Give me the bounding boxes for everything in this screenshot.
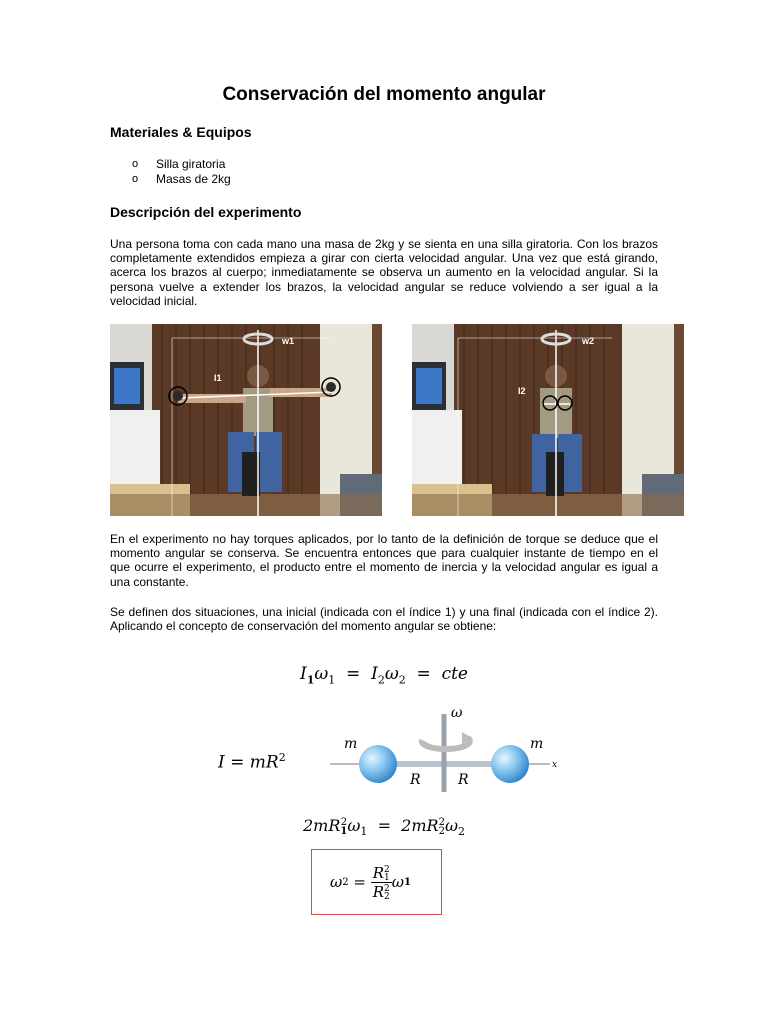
list-item: o Masas de 2kg (132, 172, 231, 186)
omega-label-1: w1 (282, 336, 295, 346)
expanded-equation: 2mR 2 1 $\omega_1 = 2mR$ 2 2 $\omega_2$ (302, 816, 465, 839)
omega-label-2: w2 (582, 336, 595, 346)
materials-heading: Materiales & Equipos (110, 124, 252, 140)
description-heading: Descripción del experimento (110, 204, 302, 220)
result-box (311, 849, 442, 915)
page-title: Conservación del momento angular (222, 84, 546, 105)
x-axis-label: x (552, 760, 558, 770)
mass-label-right: m (530, 736, 544, 752)
mass-label-left: m (344, 736, 358, 752)
photo-arms-extended (110, 324, 382, 516)
radius-label-right: R (458, 772, 469, 788)
mass-sphere-right (491, 745, 529, 783)
photo-arms-extended-illustration (110, 324, 382, 516)
omega-symbol: ω (451, 705, 463, 721)
radius-label-left: R (410, 772, 421, 788)
dumbbell-diagram (330, 702, 570, 794)
list-item: o Silla giratoria (132, 157, 226, 171)
bullet-icon: o (132, 158, 139, 170)
mass-sphere-left (359, 745, 397, 783)
inertia-label-1: I1 (214, 373, 222, 383)
bullet-icon: o (132, 173, 139, 185)
inertia-equation: $I = mR^2$ (218, 751, 286, 773)
description-paragraph-1: Una persona toma con cada mano una masa de 2kg y se sienta en una silla giratoria. Con los brazos completamente extendidos empieza a girar con cierta velocidad angular. Una vez que está girando, acerca los brazos al cuerpo; inmediatamente se observa un aumento en la velocidad angular. Si la persona vuelve a extender los brazos, la velocidad angular se reduce volviendo a ser igual a la velocidad inicial. (110, 237, 658, 308)
photo-arms-retracted-illustration (412, 324, 684, 516)
description-paragraph-3: Se definen dos situaciones, una inicial (indicada con el índice 1) y una final (indicada con el índice 2). Aplicando el concepto de conservación del momento angular se obtiene: (110, 605, 658, 634)
result-equation: ω 2 = R 2 1 R 2 2 ω 1 (330, 863, 411, 902)
conservation-equation: $I_1\omega_1 = I_2\omega_2$ = cte (299, 664, 468, 687)
description-paragraph-2: En el experimento no hay torques aplicados, por lo tanto de la definición de torque se deduce que el momento angular se conserva. Se encuentra entonces que para cualquier instante de tiempo en el que ocurre el experimento, el producto entre el momento de inercia y la velocidad angular es igual a una constante. (110, 532, 658, 589)
photo-arms-retracted (412, 324, 684, 516)
inertia-label-2: I2 (518, 386, 526, 396)
materials-list (132, 157, 231, 187)
